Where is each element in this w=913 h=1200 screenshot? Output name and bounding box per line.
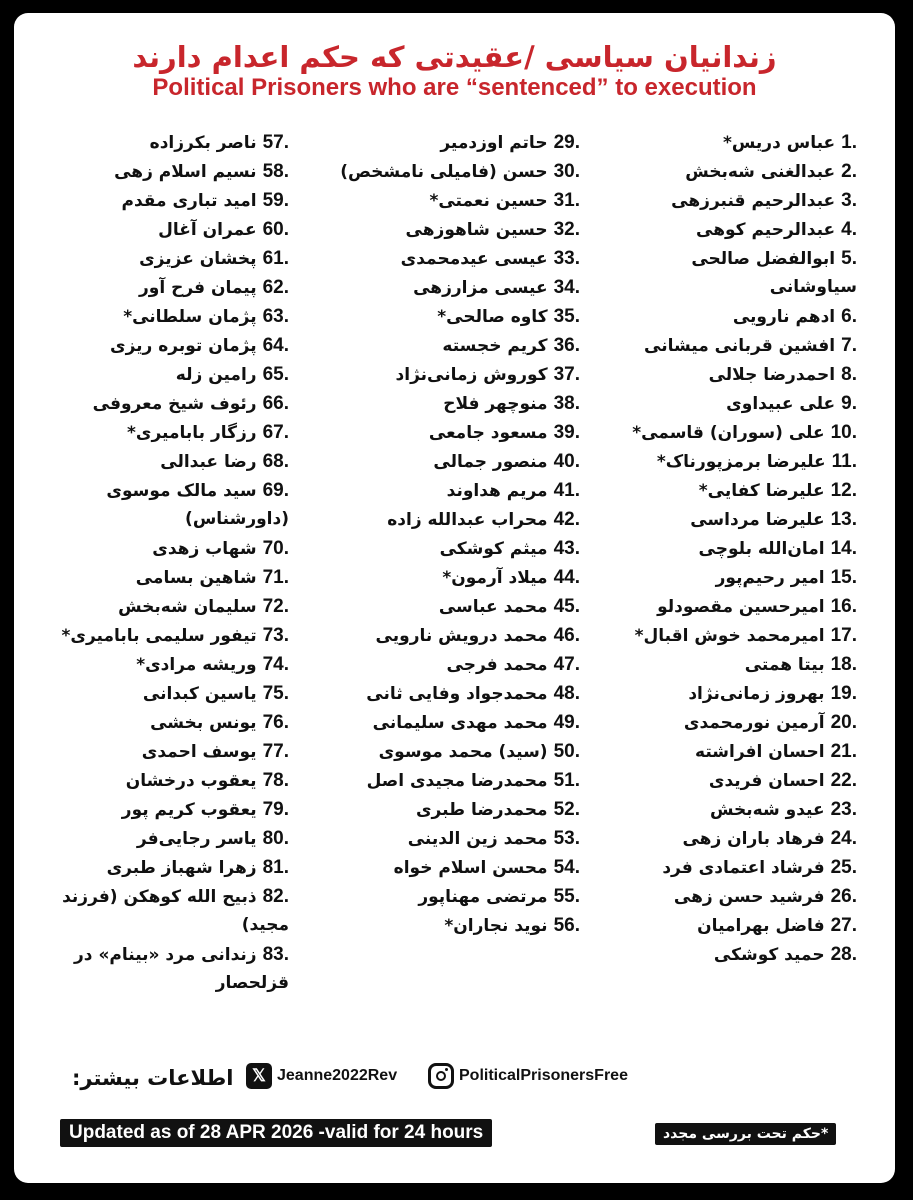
list-item: [295, 854, 580, 883]
item-number: 33.: [553, 248, 580, 269]
item-number: 37.: [553, 364, 580, 385]
prisoner-name: امیرمحمد خوش اقبال*: [634, 626, 825, 646]
list-item: [29, 332, 289, 361]
prisoner-name: شهاب زهدی: [152, 539, 257, 559]
list-item: [295, 419, 580, 448]
list-item: [29, 622, 289, 651]
prisoner-name: شاهین بسامی: [135, 568, 257, 588]
item-number: 15.: [830, 567, 857, 588]
item-number: 43.: [553, 538, 580, 559]
prisoner-name: رضا عبدالی: [160, 452, 257, 472]
item-number: 63.: [262, 306, 289, 327]
prisoner-name: علیرضا برمزپورناک*: [656, 452, 826, 472]
item-number: 8.: [841, 364, 857, 385]
list-item: [295, 129, 580, 158]
prisoner-name: علی (سوران) قاسمی*: [632, 423, 825, 443]
list-item: [607, 941, 857, 970]
item-number: 2.: [841, 161, 857, 182]
item-number: 11.: [831, 451, 857, 472]
prisoner-name: امیرحسین مقصودلو: [657, 597, 825, 617]
review-note: *حکم تحت بررسی مجدد: [655, 1123, 836, 1145]
prisoner-name: وریشه مرادی*: [136, 655, 257, 675]
prisoner-name: سلیمان شه‌بخش: [118, 597, 257, 617]
prisoner-name: کریم خجسته: [442, 336, 548, 356]
prisoner-name: فرشید حسن زهی: [673, 887, 825, 907]
prisoner-name: میلاد آرمون*: [442, 568, 548, 588]
prisoner-name: عبدالرحیم کوهی: [696, 220, 836, 240]
prisoner-list-column-1: [607, 129, 857, 970]
prisoner-name: کوروش زمانی‌نژاد: [395, 365, 548, 385]
prisoner-name: ابوالفضل صالحی سیاوشانی: [691, 249, 857, 297]
prisoner-name: ادهم نارویی: [732, 307, 836, 327]
list-item: [29, 796, 289, 825]
list-item: [295, 158, 580, 187]
instagram-handle: PoliticalPrisonersFree: [459, 1067, 628, 1084]
prisoner-name: پژمان سلطانی*: [123, 307, 257, 327]
prisoner-name: پخشان عزیزی: [139, 249, 257, 269]
list-item: [29, 477, 289, 535]
list-item: [29, 158, 289, 187]
updated-badge: Updated as of 28 APR 2026 -valid for 24 hours: [60, 1119, 492, 1147]
list-item: [295, 245, 580, 274]
prisoner-name: افشین قربانی میشانی: [644, 336, 836, 356]
item-number: 58.: [262, 161, 289, 182]
prisoner-name: آرمین نورمحمدی: [683, 713, 825, 733]
prisoner-name: کاوه صالحی*: [437, 307, 548, 327]
item-number: 7.: [841, 335, 857, 356]
list-item: [607, 767, 857, 796]
prisoner-name: محمد درویش نارویی: [375, 626, 548, 646]
prisoner-name: نوید نجاران*: [444, 916, 548, 936]
item-number: 74.: [262, 654, 289, 675]
prisoner-name: حسن (فامیلی نامشخص): [340, 162, 548, 182]
item-number: 10.: [830, 422, 857, 443]
item-number: 18.: [830, 654, 857, 675]
item-number: 24.: [830, 828, 857, 849]
prisoner-name: عبدالرحیم قنبرزهی: [671, 191, 836, 211]
prisoner-list-column-3: [29, 129, 289, 999]
item-number: 77.: [262, 741, 289, 762]
list-item: [607, 332, 857, 361]
list-item: [295, 477, 580, 506]
item-number: 9.: [841, 393, 857, 414]
item-number: 78.: [262, 770, 289, 791]
item-number: 54.: [553, 857, 580, 878]
prisoner-name: تیفور سلیمی بابامیری*: [61, 626, 257, 646]
list-item: [29, 680, 289, 709]
list-item: [607, 506, 857, 535]
item-number: 75.: [262, 683, 289, 704]
item-number: 29.: [553, 132, 580, 153]
item-number: 71.: [262, 567, 289, 588]
list-item: [295, 651, 580, 680]
list-item: [295, 622, 580, 651]
prisoner-name: عیدو شه‌بخش: [710, 800, 825, 820]
prisoner-name: محمدرضا طبری: [415, 800, 548, 820]
list-item: [607, 477, 857, 506]
item-number: 20.: [830, 712, 857, 733]
prisoner-name: سید مالک موسوی (داورشناس): [106, 481, 289, 529]
list-item: [607, 593, 857, 622]
prisoner-name: عیسی مزارزهی: [413, 278, 548, 298]
prisoner-name: امان‌الله بلوچی: [698, 539, 825, 559]
item-number: 68.: [262, 451, 289, 472]
list-item: [295, 912, 580, 941]
prisoner-name: بهروز زمانی‌نژاد: [688, 684, 825, 704]
list-item: [295, 709, 580, 738]
list-item: [29, 854, 289, 883]
prisoner-name: محسن اسلام خواه: [393, 858, 548, 878]
list-item: [607, 390, 857, 419]
list-item: [607, 158, 857, 187]
item-number: 36.: [553, 335, 580, 356]
list-item: [607, 738, 857, 767]
list-item: [607, 622, 857, 651]
item-number: 60.: [262, 219, 289, 240]
item-number: 12.: [830, 480, 857, 501]
prisoner-name: فاضل بهرامیان: [697, 916, 825, 936]
list-item: [607, 448, 857, 477]
item-number: 45.: [553, 596, 580, 617]
prisoner-name: ذبیح الله کوهکن (فرزند مجید): [62, 887, 289, 935]
prisoner-name: محمد زین الدینی: [407, 829, 548, 849]
list-item: [295, 506, 580, 535]
title-persian: زندانیان سیاسی /عقیدتی که حکم اعدام دارند: [132, 40, 777, 74]
item-number: 51.: [553, 770, 580, 791]
prisoner-name: محمدرضا مجیدی اصل: [366, 771, 548, 791]
item-number: 21.: [830, 741, 857, 762]
item-number: 38.: [553, 393, 580, 414]
prisoner-name: یاسر رجایی‌فر: [136, 829, 257, 849]
title-english: Political Prisoners who are “sentenced” to execution: [152, 74, 757, 101]
item-number: 6.: [841, 306, 857, 327]
item-number: 81.: [262, 857, 289, 878]
prisoner-name: زندانی مرد «بینام» در قزلحصار: [74, 945, 289, 993]
more-info-label: اطلاعات بیشتر:: [72, 1066, 234, 1090]
item-number: 67.: [262, 422, 289, 443]
prisoner-name: مسعود جامعی: [428, 423, 548, 443]
prisoner-name: حمید کوشکی: [713, 945, 825, 965]
prisoner-list-column-2: [295, 129, 580, 941]
item-number: 50.: [553, 741, 580, 762]
item-number: 23.: [830, 799, 857, 820]
list-item: [29, 709, 289, 738]
list-item: [607, 651, 857, 680]
item-number: 31.: [553, 190, 580, 211]
x-handle: Jeanne2022Rev: [277, 1067, 398, 1084]
prisoner-name: احسان افراشته: [695, 742, 825, 762]
prisoner-name: یوسف احمدی: [141, 742, 257, 762]
item-number: 42.: [553, 509, 580, 530]
item-number: 48.: [553, 683, 580, 704]
item-number: 53.: [553, 828, 580, 849]
prisoner-name: محمد فرجی: [446, 655, 548, 675]
list-item: [607, 187, 857, 216]
list-item: [295, 738, 580, 767]
list-item: [29, 448, 289, 477]
item-number: 46.: [553, 625, 580, 646]
item-number: 16.: [830, 596, 857, 617]
list-item: [29, 767, 289, 796]
item-number: 52.: [553, 799, 580, 820]
list-item: [29, 651, 289, 680]
list-item: [29, 245, 289, 274]
list-item: [607, 854, 857, 883]
prisoner-name: منصور جمالی: [433, 452, 548, 472]
item-number: 62.: [262, 277, 289, 298]
prisoner-name: حسین شاهوزهی: [405, 220, 548, 240]
item-number: 27.: [830, 915, 857, 936]
prisoner-name: رامین زله: [175, 365, 257, 385]
prisoner-name: علی عبیداوی: [726, 394, 836, 414]
list-item: [607, 680, 857, 709]
list-item: [29, 129, 289, 158]
item-number: 70.: [262, 538, 289, 559]
list-item: [607, 883, 857, 912]
prisoner-name: ناصر بکرزاده: [149, 133, 257, 153]
prisoner-name: یاسین کبدانی: [142, 684, 257, 704]
prisoner-name: امید تباری مقدم: [121, 191, 257, 211]
prisoner-name: میثم کوشکی: [439, 539, 548, 559]
item-number: 61.: [262, 248, 289, 269]
list-item: [29, 825, 289, 854]
x-account[interactable]: [246, 1063, 397, 1089]
list-item: [295, 680, 580, 709]
item-number: 22.: [830, 770, 857, 791]
prisoner-name: یونس بخشی: [150, 713, 257, 733]
prisoner-name: علیرضا مرداسی: [690, 510, 825, 530]
item-number: 17.: [830, 625, 857, 646]
item-number: 72.: [262, 596, 289, 617]
list-item: [29, 361, 289, 390]
item-number: 55.: [553, 886, 580, 907]
list-item: [607, 796, 857, 825]
instagram-account[interactable]: [428, 1063, 628, 1089]
prisoner-name: فرهاد باران زهی: [682, 829, 825, 849]
prisoner-name: نسیم اسلام زهی: [114, 162, 257, 182]
list-item: [29, 303, 289, 332]
list-item: [29, 941, 289, 999]
item-number: 59.: [262, 190, 289, 211]
prisoner-name: احمدرضا جلالی: [708, 365, 836, 385]
item-number: 35.: [553, 306, 580, 327]
prisoner-name: بیتا همتی: [744, 655, 825, 675]
prisoner-name: حاتم اوزدمیر: [440, 133, 548, 153]
item-number: 13.: [830, 509, 857, 530]
item-number: 56.: [553, 915, 580, 936]
prisoner-name: مریم هداوند: [446, 481, 548, 501]
item-number: 30.: [553, 161, 580, 182]
list-item: [29, 535, 289, 564]
prisoner-name: زهرا شهباز طبری: [106, 858, 257, 878]
prisoner-name: محراب عبدالله زاده: [387, 510, 548, 530]
item-number: 34.: [553, 277, 580, 298]
prisoner-name: عیسی عیدمحمدی: [400, 249, 548, 269]
prisoner-name: (سید) محمد موسوی: [378, 742, 548, 762]
list-item: [607, 216, 857, 245]
item-number: 26.: [830, 886, 857, 907]
prisoner-name: مرتضی مهناپور: [418, 887, 548, 907]
list-item: [607, 564, 857, 593]
item-number: 4.: [841, 219, 857, 240]
prisoner-name: رزگار بابامیری*: [126, 423, 257, 443]
list-item: [29, 593, 289, 622]
list-item: [607, 825, 857, 854]
item-number: 3.: [841, 190, 857, 211]
list-item: [295, 303, 580, 332]
list-item: [295, 390, 580, 419]
prisoner-name: یعقوب درخشان: [125, 771, 257, 791]
item-number: 64.: [262, 335, 289, 356]
item-number: 82.: [262, 886, 289, 907]
item-number: 47.: [553, 654, 580, 675]
prisoner-name: علیرضا کفایی*: [698, 481, 825, 501]
item-number: 79.: [262, 799, 289, 820]
item-number: 5.: [841, 248, 857, 269]
list-item: [295, 535, 580, 564]
list-item: [29, 419, 289, 448]
item-number: 66.: [262, 393, 289, 414]
list-item: [295, 883, 580, 912]
item-number: 39.: [553, 422, 580, 443]
list-item: [295, 187, 580, 216]
list-item: [29, 390, 289, 419]
prisoner-name: محمد عباسی: [438, 597, 548, 617]
item-number: 44.: [553, 567, 580, 588]
list-item: [607, 419, 857, 448]
item-number: 83.: [262, 944, 289, 965]
prisoner-name: حسین نعمتی*: [429, 191, 548, 211]
prisoner-name: پیمان فرح آور: [138, 278, 257, 298]
list-item: [29, 274, 289, 303]
prisoner-name: عمران آغال: [158, 220, 257, 240]
list-item: [607, 361, 857, 390]
list-item: [29, 564, 289, 593]
prisoner-name: امیر رحیم‌پور: [715, 568, 825, 588]
list-item: [295, 564, 580, 593]
item-number: 28.: [830, 944, 857, 965]
item-number: 14.: [830, 538, 857, 559]
prisoner-name: عباس دریس*: [723, 133, 836, 153]
item-number: 80.: [262, 828, 289, 849]
item-number: 73.: [262, 625, 289, 646]
item-number: 76.: [262, 712, 289, 733]
item-number: 49.: [553, 712, 580, 733]
list-item: [295, 216, 580, 245]
prisoner-name: منوچهر فلاح: [443, 394, 548, 414]
prisoner-name: محمدجواد وفایی ثانی: [366, 684, 548, 704]
list-item: [29, 738, 289, 767]
list-item: [295, 767, 580, 796]
list-item: [295, 361, 580, 390]
list-item: [295, 796, 580, 825]
list-item: [607, 535, 857, 564]
list-item: [607, 245, 857, 303]
prisoner-name: یعقوب کریم پور: [121, 800, 257, 820]
prisoner-name: رئوف شیخ معروفی: [92, 394, 257, 414]
item-number: 40.: [553, 451, 580, 472]
list-item: [295, 448, 580, 477]
prisoner-name: پژمان توبره ریزی: [110, 336, 257, 356]
list-item: [295, 332, 580, 361]
prisoner-name: فرشاد اعتمادی فرد: [662, 858, 825, 878]
prisoner-name: محمد مهدی سلیمانی: [372, 713, 548, 733]
prisoner-name: عبدالغنی شه‌بخش: [685, 162, 836, 182]
list-item: [29, 216, 289, 245]
item-number: 25.: [830, 857, 857, 878]
item-number: 57.: [262, 132, 289, 153]
item-number: 19.: [830, 683, 857, 704]
item-number: 41.: [553, 480, 580, 501]
x-logo-icon: 𝕏: [246, 1063, 272, 1089]
instagram-icon: [428, 1063, 454, 1089]
list-item: [607, 303, 857, 332]
list-item: [295, 593, 580, 622]
item-number: 69.: [262, 480, 289, 501]
prisoner-name: احسان فریدی: [708, 771, 825, 791]
item-number: 65.: [262, 364, 289, 385]
list-item: [295, 825, 580, 854]
list-item: [607, 709, 857, 738]
list-item: [29, 883, 289, 941]
list-item: [29, 187, 289, 216]
item-number: 32.: [553, 219, 580, 240]
list-item: [607, 129, 857, 158]
list-item: [607, 912, 857, 941]
list-item: [295, 274, 580, 303]
poster-card: [14, 13, 895, 1183]
item-number: 1.: [841, 132, 857, 153]
